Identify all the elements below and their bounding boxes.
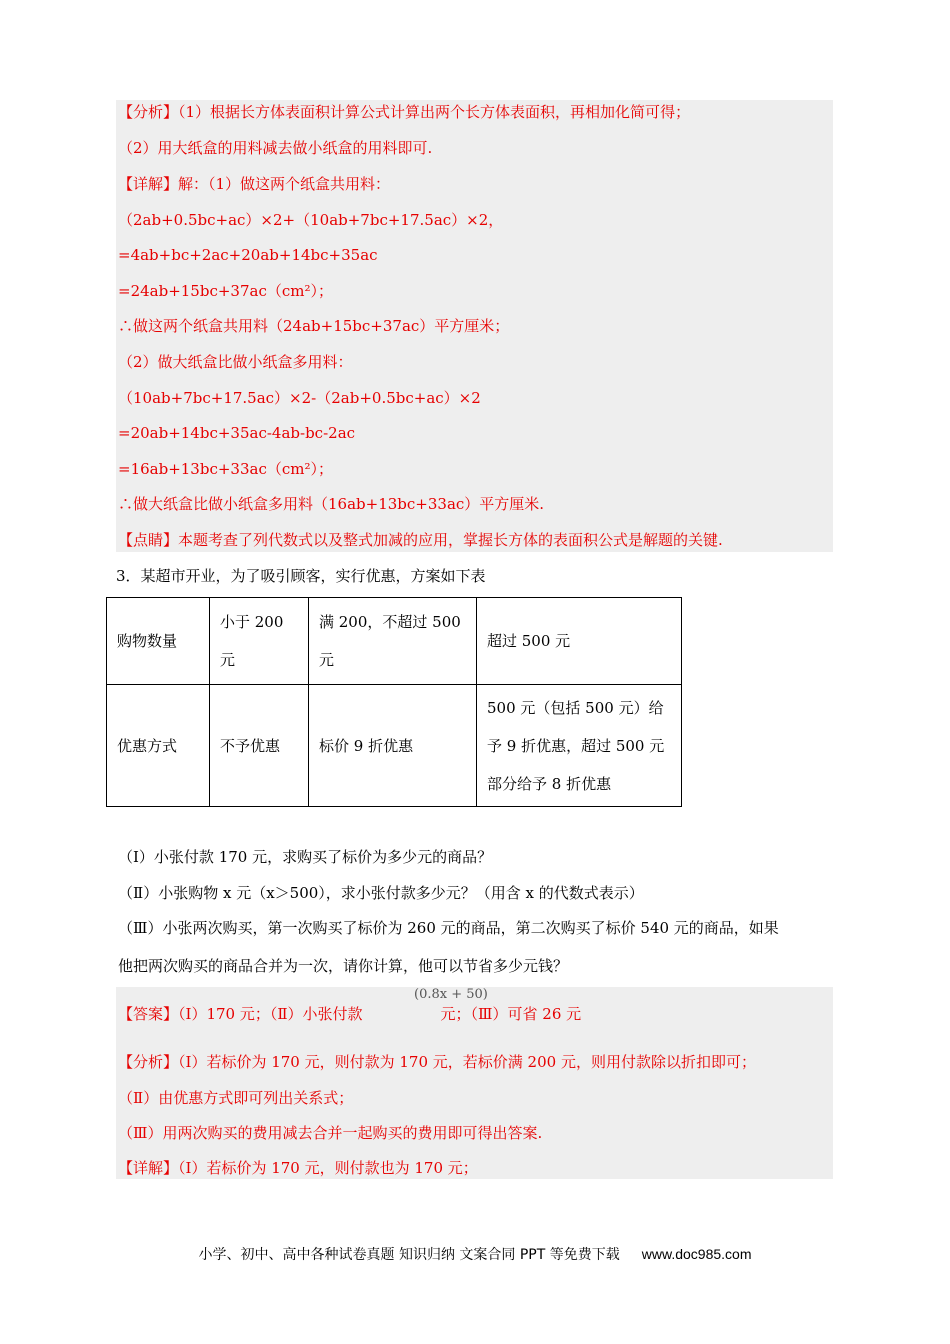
- question-3-part-1: （Ⅰ）小张付款 170 元，求购买了标价为多少元的商品？: [118, 848, 493, 866]
- detail-1-line-4: =24ab+15bc+37ac（cm²）；: [118, 282, 333, 300]
- discount-table: [106, 597, 682, 807]
- page-footer: [0, 1244, 950, 1264]
- answer-formula: (0.8x + 50): [414, 987, 488, 1002]
- table-cell: 优惠方式: [107, 685, 210, 807]
- analysis-3-line-1: 【分析】（Ⅰ）若标价为 170 元，则付款为 170 元，若标价满 200 元，则用付款除以折扣即可；: [118, 1053, 756, 1071]
- analysis-label: 【分析】: [118, 103, 179, 121]
- detail-3-line-1: 【详解】（Ⅰ）若标价为 170 元，则付款也为 170 元；: [118, 1159, 478, 1177]
- detail-1-line-8: =20ab+14bc+35ac-4ab-bc-2ac: [118, 424, 356, 442]
- question-3-stem: 3．某超市开业，为了吸引顾客，实行优惠，方案如下表: [116, 567, 486, 585]
- table-row: [107, 598, 682, 685]
- detail-1-line-5: ∴做这两个纸盒共用料（24ab+15bc+37ac）平方厘米；: [118, 317, 510, 335]
- question-3-part-3a: （Ⅲ）小张两次购买，第一次购买了标价为 260 元的商品，第二次购买了标价 540 元的商品，如果: [118, 919, 779, 937]
- detail-1-line-10: ∴做大纸盒比做小纸盒多用料（16ab+13bc+33ac）平方厘米.: [118, 495, 545, 513]
- answer-label: 【答案】: [118, 1005, 179, 1023]
- analysis-3-line-3: （Ⅲ）用两次购买的费用减去合并一起购买的费用即可得出答案.: [118, 1124, 543, 1142]
- detail-1-line-1: 【详解】解：（1）做这两个纸盒共用料：: [118, 175, 391, 193]
- comment-label: 【点睛】: [118, 531, 179, 549]
- analysis-label: 【分析】: [118, 1053, 179, 1071]
- detail-1-line-3: =4ab+bc+2ac+20ab+14bc+35ac: [118, 246, 378, 264]
- table-cell: 购物数量: [107, 598, 210, 685]
- table-cell: 不予优惠: [210, 685, 309, 807]
- question-3-part-2: （Ⅱ）小张购物 x 元（x＞500），求小张付款多少元？（用含 x 的代数式表示）: [118, 884, 644, 902]
- table-cell: 500 元（包括 500 元）给 予 9 折优惠，超过 500 元 部分给予 8 折优惠: [477, 685, 682, 807]
- detail-label: 【详解】: [118, 1159, 179, 1177]
- detail-1-line-6: （2）做大纸盒比做小纸盒多用料：: [118, 353, 353, 371]
- table-cell: 超过 500 元: [477, 598, 682, 685]
- detail-1-line-2: （2ab+0.5bc+ac）×2+（10ab+7bc+17.5ac）×2，: [118, 211, 504, 229]
- footer-text: 小学、初中、高中各种试卷真题 知识归纳 文案合同 PPT 等免费下载: [198, 1247, 620, 1263]
- detail-label: 【详解】: [118, 175, 179, 193]
- analysis-1-line-2: （2）用大纸盒的用料减去做小纸盒的用料即可.: [118, 139, 433, 157]
- table-cell: 小于 200 元: [210, 598, 309, 685]
- question-3-part-3b: 他把两次购买的商品合并为一次，请你计算，他可以节省多少元钱？: [118, 957, 569, 975]
- comment-1: 【点睛】本题考查了列代数式以及整式加减的应用，掌握长方体的表面积公式是解题的关键.: [118, 531, 723, 549]
- table-cell: 满 200，不超过 500 元: [309, 598, 477, 685]
- analysis-1-line-1: 【分析】（1）根据长方体表面积计算公式计算出两个长方体表面积，再相加化简可得；: [118, 103, 691, 121]
- answer-3: 【答案】（Ⅰ）170 元；（Ⅱ）小张付款 元；（Ⅲ）可省 26 元: [118, 1005, 582, 1023]
- analysis-3-line-2: （Ⅱ）由优惠方式即可列出关系式；: [118, 1089, 354, 1107]
- detail-1-line-9: =16ab+13bc+33ac（cm²）；: [118, 460, 333, 478]
- table-row: [107, 685, 682, 807]
- table-cell: 标价 9 折优惠: [309, 685, 477, 807]
- footer-url[interactable]: www.doc985.com: [641, 1246, 752, 1262]
- detail-1-line-7: （10ab+7bc+17.5ac）×2-（2ab+0.5bc+ac）×2: [118, 389, 481, 407]
